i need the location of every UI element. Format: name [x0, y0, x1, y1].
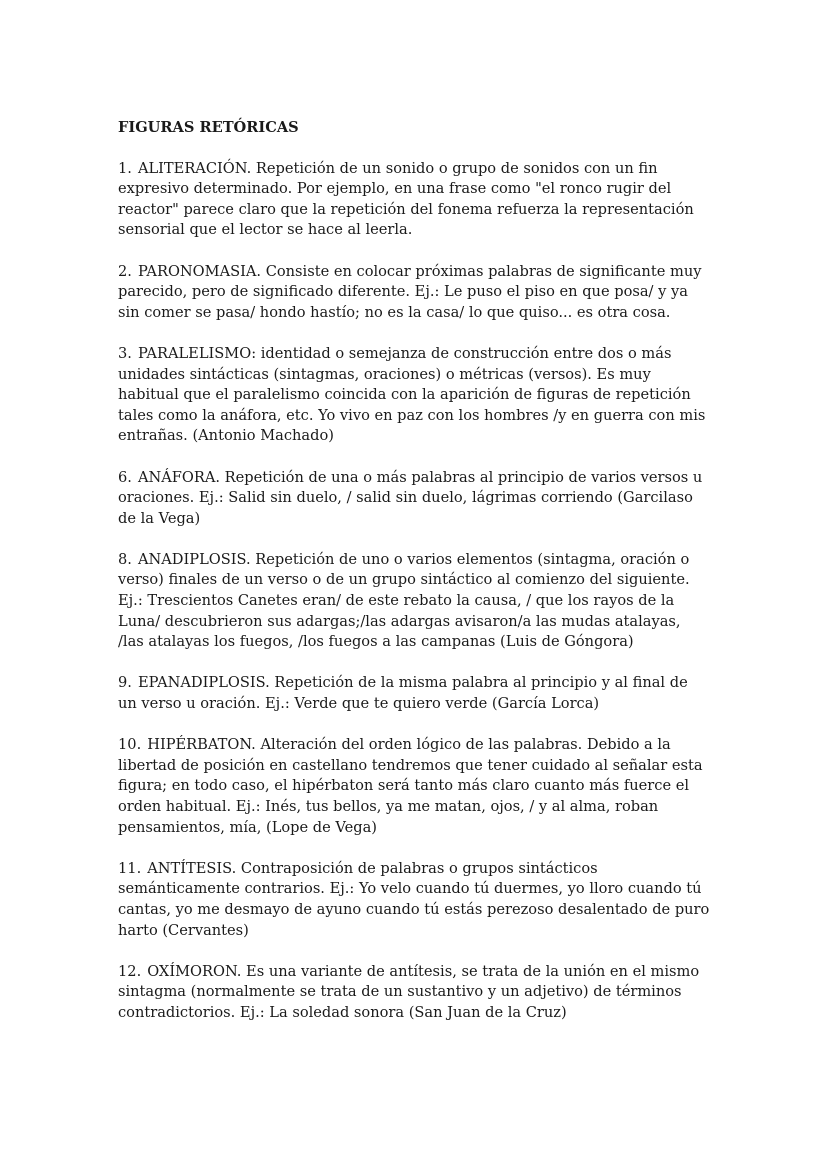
entry-anadiplosis [118, 550, 710, 653]
entry-anafora [118, 468, 710, 530]
entry-text: ALITERACIÓN. Repetición de un sonido o grupo de sonidos con un fin expresivo determinado. Por ejemplo, en una frase como "el ronco rugir del reactor" parece claro que la repetición del fonema refuerza la representación sensorial que el lector se hace al leerla. [118, 159, 694, 239]
entry-paralelismo [118, 344, 710, 447]
entry-number: 9. [118, 674, 132, 692]
entry-paronomasia [118, 262, 710, 324]
entry-text: OXÍMORON. Es una variante de antítesis, se trata de la unión en el mismo sintagma (normalmente se trata de un sustantivo y un adjetivo) de términos contradictorios. Ej.: La soledad sonora (San Juan de la Cruz) [118, 962, 700, 1021]
entry-text: ANTÍTESIS. Contraposición de palabras o grupos sintácticos semánticamente contrarios. Ej.: Yo velo cuando tú duermes, yo lloro cuando tú cantas, yo me desmayo de ayuno cuando tú estás perezoso desalentado de puro harto (Cervantes) [118, 859, 710, 939]
entry-number: 3. [118, 344, 132, 362]
entry-oximoron [118, 962, 710, 1024]
entry-epanadiplosis [118, 673, 710, 714]
entry-number: 1. [118, 159, 132, 177]
entry-text: ANADIPLOSIS. Repetición de uno o varios elementos (sintagma, oración o verso) finales de un verso o de un grupo sintáctico al comienzo del siguiente. Ej.: Trescientos Canetes eran/ de este rebato la causa, / que los rayos de la Luna/ descubrieron sus adargas;/las adargas avisaron/a las mudas atalayas, /las atalayas los fuegos, /los fuegos a las campanas (Luis de Góngora) [118, 550, 690, 651]
entry-text: EPANADIPLOSIS. Repetición de la misma palabra al principio y al final de un verso u oración. Ej.: Verde que te quiero verde (García Lorca) [118, 674, 688, 713]
entry-number: 10. [118, 736, 142, 754]
entry-text: PARALELISMO: identidad o semejanza de construcción entre dos o más unidades sintácticas (sintagmas, oraciones) o métricas (versos). Es muy habitual que el paralelismo coincida con la aparición de figuras de repetición tales como la anáfora, etc. Yo vivo en paz con los hombres /y en guerra con mis entrañas. (Antonio Machado) [118, 344, 706, 445]
entry-antitesis [118, 859, 710, 941]
entry-number: 2. [118, 262, 132, 280]
entry-text: PARONOMASIA. Consiste en colocar próximas palabras de significante muy parecido, pero de significado diferente. Ej.: Le puso el piso en que posa/ y ya sin comer se pasa/ hondo hastío; no es la casa/ lo que quiso... es otra cosa. [118, 262, 702, 321]
entry-number: 11. [118, 859, 142, 877]
entry-number: 12. [118, 962, 142, 980]
entry-number: 8. [118, 550, 132, 568]
document-page [118, 118, 710, 1044]
document-title: FIGURAS RETÓRICAS [118, 119, 299, 136]
entry-text: HIPÉRBATON. Alteración del orden lógico de las palabras. Debido a la libertad de posición en castellano tendremos que tener cuidado al señalar esta figura; en todo caso, el hipérbaton será tanto más claro cuanto más fuerce el orden habitual. Ej.: Inés, tus bellos, ya me matan, ojos, / y al alma, roban pensamientos, mía, (Lope de Vega) [118, 736, 703, 836]
entry-number: 6. [118, 468, 132, 486]
entry-hiperbaton [118, 735, 710, 838]
entry-aliteracion [118, 159, 710, 241]
entry-text: ANÁFORA. Repetición de una o más palabras al principio de varios versos u oraciones. Ej.: Salid sin duelo, / salid sin duelo, lágrimas corriendo (Garcilaso de la Vega) [118, 468, 703, 527]
